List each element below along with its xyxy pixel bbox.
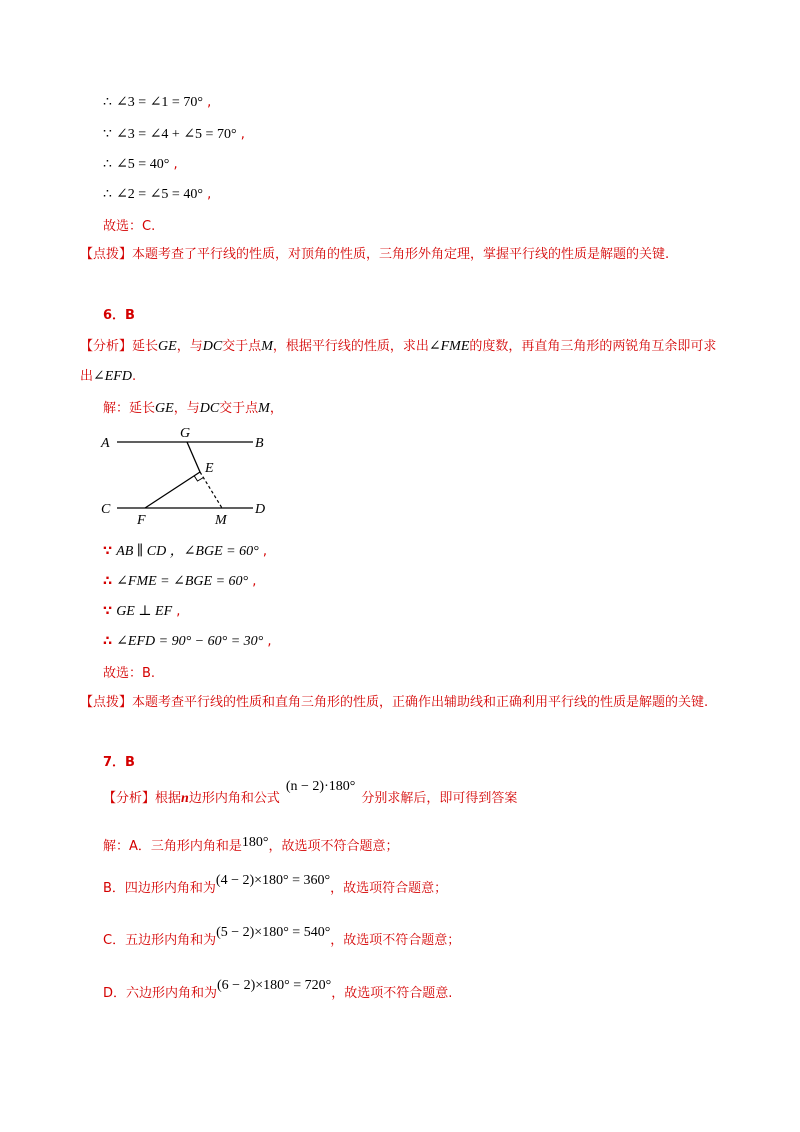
q6-answer: 故选：B. (103, 666, 156, 681)
q5-comment (80, 240, 720, 270)
step-suffix: , (176, 604, 181, 619)
comment-text: 本题考查平行线的性质和直角三角形的性质，正确作出辅助线和正确利用平行线的性质是解题的关键. (132, 695, 709, 710)
analysis-text: ，根据平行线的性质，求出 (272, 339, 429, 354)
label-B: B (255, 436, 264, 451)
math-expression: (4 − 2)×180° = 360° (215, 873, 331, 888)
segment-DC: DC (199, 401, 220, 416)
q6-header: 6．B (103, 308, 135, 323)
because-symbol: ∵ (103, 604, 113, 619)
analysis-text: 分别求解后，即可得到答案 (361, 791, 518, 806)
step-suffix: , (240, 127, 245, 142)
label-G: G (180, 426, 191, 441)
math-expression: ∠5 = 40° (116, 157, 170, 172)
analysis-tag: 【分析】 (80, 339, 133, 354)
segment-GE (187, 442, 200, 472)
right-angle-mark (194, 476, 204, 482)
therefore-symbol: ∴ (103, 187, 112, 202)
item-suffix: ，故选项符合题意； (330, 881, 448, 896)
label-D: D (255, 502, 266, 517)
segment-GE: GE (155, 401, 174, 416)
angle-EFD: ∠EFD (93, 369, 132, 384)
math-expression: GE ⊥ EF (116, 604, 173, 619)
step-suffix: , (262, 544, 267, 559)
analysis-tag: 【分析】 (103, 791, 156, 806)
q6-step-3 (103, 603, 180, 621)
solution-text: ，与 (173, 401, 200, 416)
analysis-text: 延长 (132, 339, 159, 354)
step-suffix: , (207, 95, 212, 110)
point-M: M (258, 401, 270, 416)
math-expression: ∠FME = ∠BGE = 60° (116, 574, 249, 589)
item-label: B．四边形内角和为 (103, 881, 216, 896)
comment-tag: 【点拨】 (80, 695, 133, 710)
formula: (n − 2)·180° (285, 779, 356, 794)
analysis-text: 的度数，再直角三角形的两锐角互余即可求出 (80, 339, 717, 384)
therefore-symbol: ∴ (103, 95, 112, 110)
q5-step-4 (103, 186, 211, 204)
item-label: 解：A．三角形内角和是 (103, 839, 242, 854)
step-suffix: , (207, 187, 212, 202)
q5-step-3 (103, 156, 178, 174)
comment-text: 本题考查了平行线的性质，对顶角的性质，三角形外角定理，掌握平行线的性质是解题的关键. (132, 247, 670, 262)
therefore-symbol: ∴ (103, 574, 113, 589)
comment-tag: 【点拨】 (80, 247, 133, 262)
math-expression: AB ∥ CD ，∠BGE = 60° (116, 544, 259, 559)
q6-step-2 (103, 573, 256, 591)
math-expression: ∠3 = ∠1 = 70° (116, 95, 203, 110)
q7-item-d (103, 978, 453, 1003)
analysis-text: ，与 (176, 339, 203, 354)
analysis-text: 边形内角和公式 (188, 791, 280, 806)
math-expression: (6 − 2)×180° = 720° (217, 978, 332, 993)
variable-n: n (181, 791, 189, 806)
label-M: M (215, 513, 227, 528)
label-A: A (101, 436, 110, 451)
label-F: F (137, 513, 146, 528)
analysis-text: 交于点 (222, 339, 262, 354)
q5-step-1 (103, 94, 211, 112)
item-label: C．五边形内角和为 (103, 933, 217, 948)
step-suffix: , (267, 634, 272, 649)
item-suffix: ，故选项不符合题意； (330, 933, 461, 948)
q6-analysis (80, 332, 720, 392)
solution-text: 交于点 (219, 401, 259, 416)
q5-step-2 (103, 126, 245, 144)
q7-item-a (103, 835, 399, 856)
step-suffix: , (173, 157, 178, 172)
analysis-text: . (131, 369, 137, 384)
because-symbol: ∵ (103, 127, 112, 142)
solution-text: 解：延长 (103, 401, 156, 416)
q5-answer: 故选：C. (103, 219, 156, 234)
analysis-text: 根据 (155, 791, 182, 806)
because-symbol: ∵ (103, 544, 113, 559)
angle-FME: ∠FME (428, 339, 470, 354)
q6-comment (80, 688, 720, 718)
math-expression: ∠EFD = 90° − 60° = 30° (116, 634, 264, 649)
math-expression: (5 − 2)×180° = 540° (216, 925, 331, 940)
q7-header: 7．B (103, 755, 135, 770)
math-expression: ∠2 = ∠5 = 40° (116, 187, 203, 202)
q6-step-1 (103, 543, 267, 561)
therefore-symbol: ∴ (103, 634, 113, 649)
point-M: M (261, 339, 273, 354)
solution-text: ， (269, 401, 283, 416)
item-suffix: ，故选项不符合题意； (268, 839, 399, 854)
math-expression: 180° (241, 835, 269, 850)
therefore-symbol: ∴ (103, 157, 112, 172)
segment-DC: DC (202, 339, 223, 354)
item-suffix: ，故选项不符合题意. (331, 986, 453, 1001)
segment-EF (145, 472, 200, 508)
q7-item-c (103, 925, 461, 950)
q6-solution-intro (103, 400, 283, 418)
geometry-diagram (95, 420, 285, 530)
step-suffix: , (252, 574, 257, 589)
math-expression: ∠3 = ∠4 + ∠5 = 70° (116, 127, 237, 142)
label-C: C (101, 502, 111, 517)
item-label: D．六边形内角和为 (103, 986, 218, 1001)
q7-item-b (103, 873, 448, 898)
segment-GE: GE (158, 339, 177, 354)
q7-analysis (103, 779, 518, 808)
q6-step-4 (103, 633, 272, 651)
label-E: E (205, 461, 214, 476)
